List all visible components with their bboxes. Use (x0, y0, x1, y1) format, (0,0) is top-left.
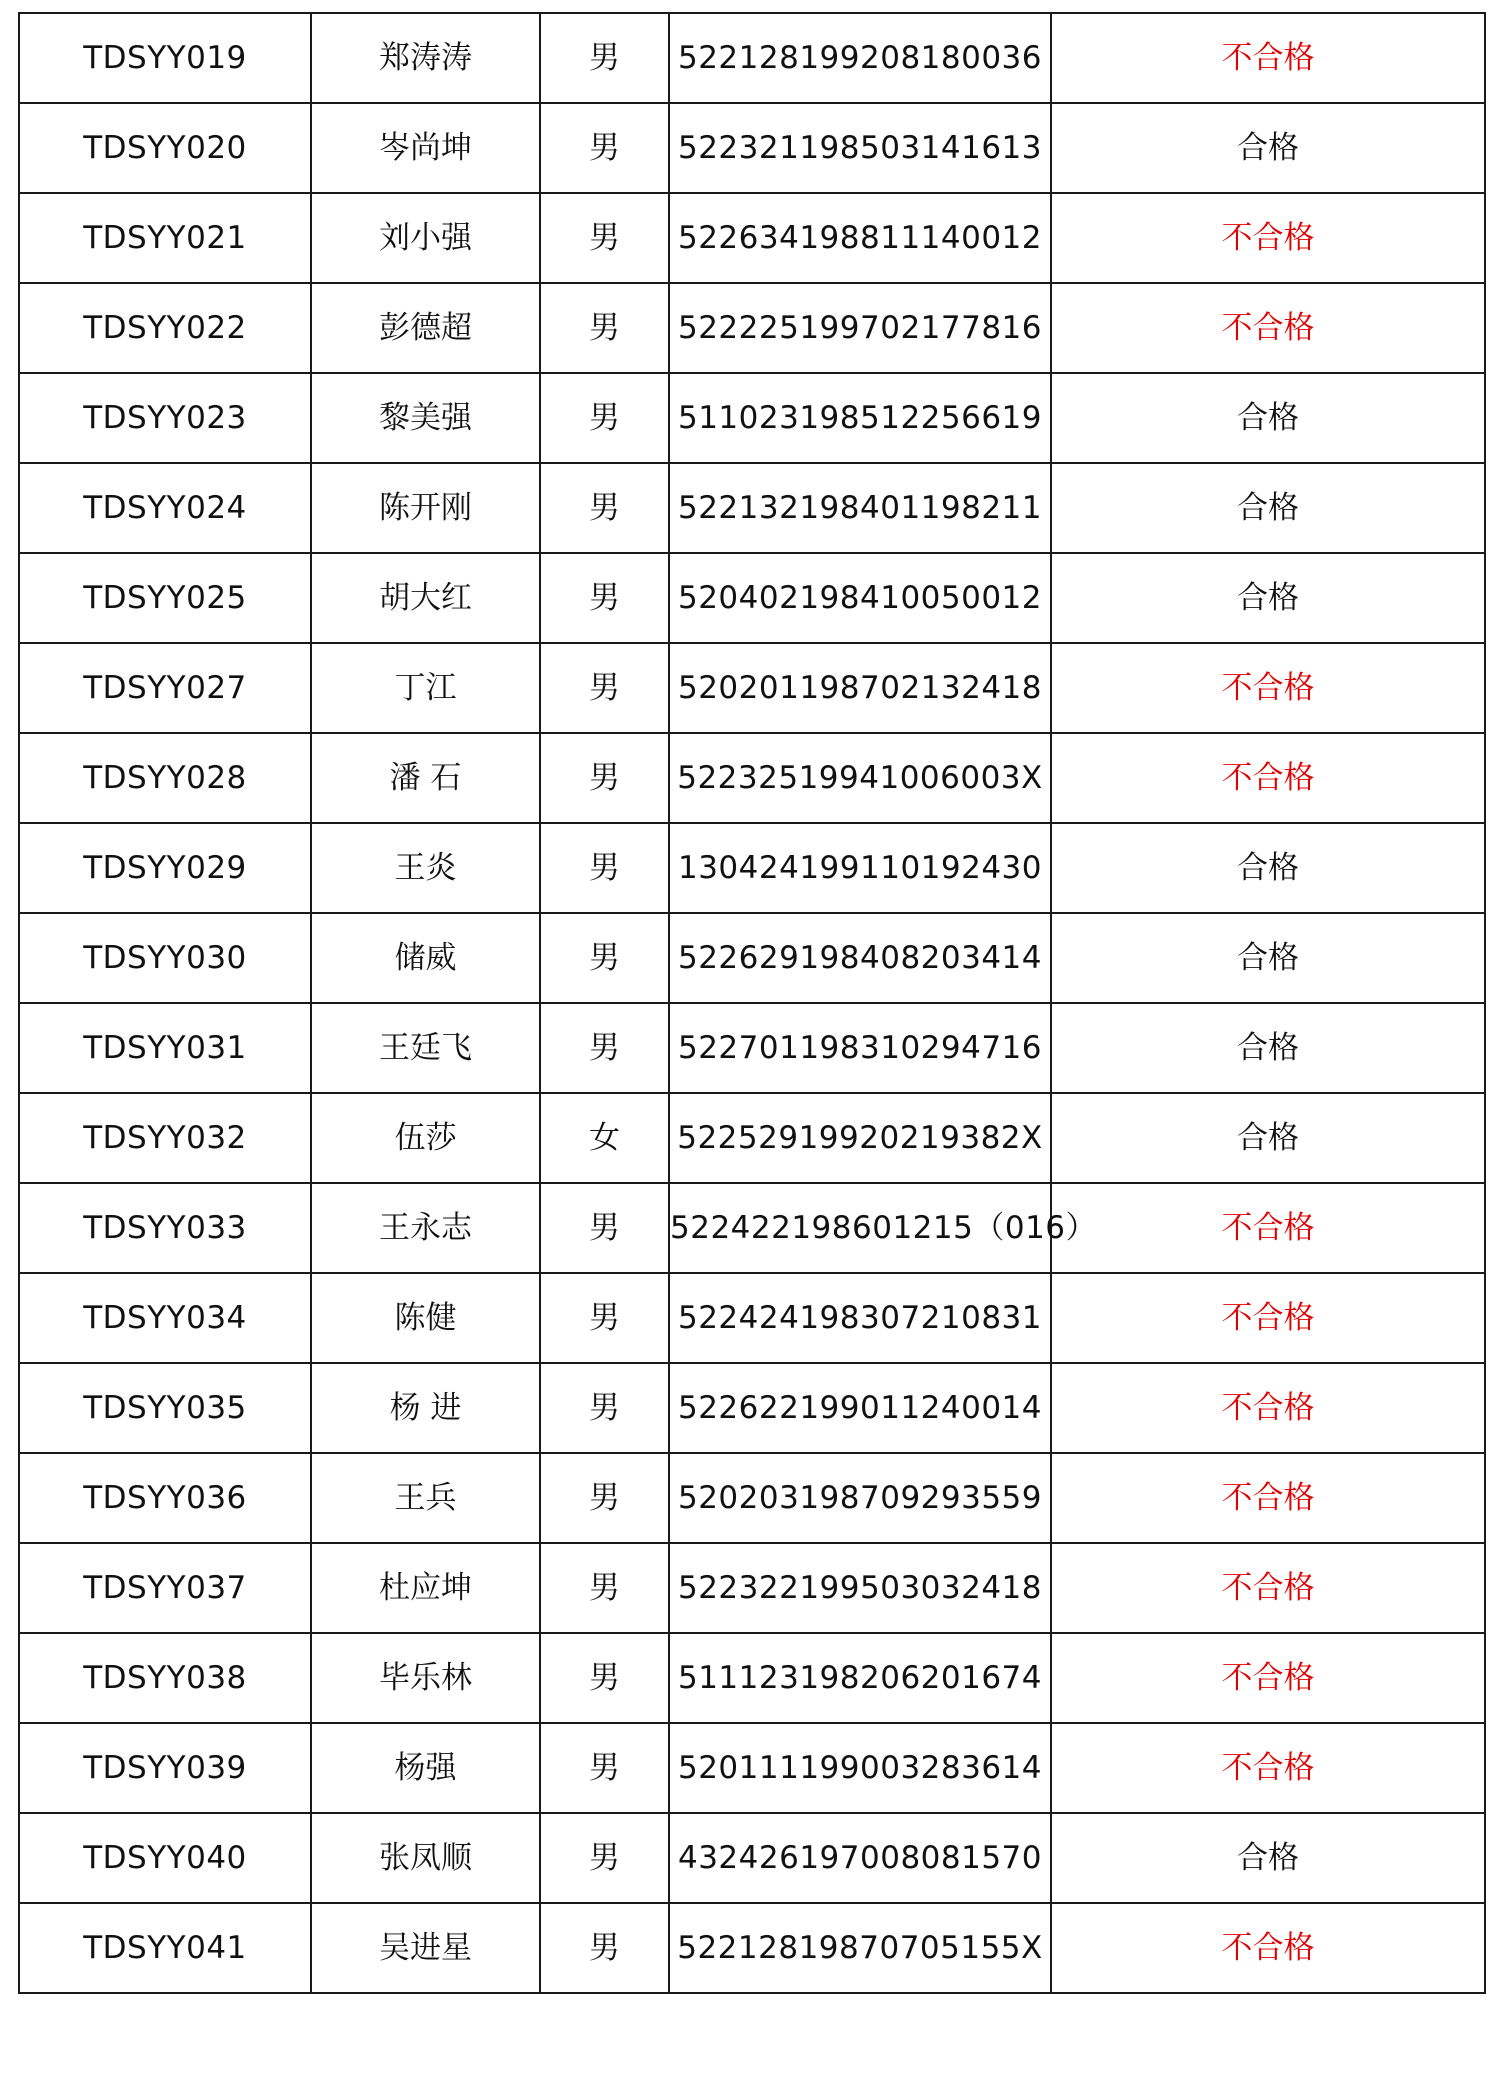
id-number-cell: 522422198601215（016） (669, 1183, 1051, 1273)
table-row (19, 103, 1485, 193)
table-row (19, 283, 1485, 373)
result-cell: 合格 (1051, 463, 1485, 553)
candidate-sex-cell: 男 (540, 13, 669, 103)
table-row (19, 193, 1485, 283)
candidate-id-cell: TDSYY035 (19, 1363, 311, 1453)
candidate-id-cell: TDSYY027 (19, 643, 311, 733)
candidate-sex-cell: 男 (540, 1903, 669, 1993)
candidate-sex-cell: 男 (540, 283, 669, 373)
candidate-name-cell: 吴进星 (311, 1903, 540, 1993)
candidate-name-cell: 毕乐林 (311, 1633, 540, 1723)
result-cell: 合格 (1051, 553, 1485, 643)
result-cell: 不合格 (1051, 13, 1485, 103)
table-row (19, 1183, 1485, 1273)
candidate-name-cell: 刘小强 (311, 193, 540, 283)
id-number-cell: 522321198503141613 (669, 103, 1051, 193)
id-number-cell: 522634198811140012 (669, 193, 1051, 283)
result-cell: 合格 (1051, 1093, 1485, 1183)
candidate-name-cell: 潘 石 (311, 733, 540, 823)
candidate-name-cell: 陈健 (311, 1273, 540, 1363)
candidate-name-cell: 岑尚坤 (311, 103, 540, 193)
candidate-sex-cell: 女 (540, 1093, 669, 1183)
result-cell: 不合格 (1051, 193, 1485, 283)
id-number-cell: 511123198206201674 (669, 1633, 1051, 1723)
table-row (19, 1363, 1485, 1453)
candidate-name-cell: 陈开刚 (311, 463, 540, 553)
result-cell: 不合格 (1051, 1273, 1485, 1363)
candidate-id-cell: TDSYY022 (19, 283, 311, 373)
candidate-name-cell: 黎美强 (311, 373, 540, 463)
candidate-id-cell: TDSYY038 (19, 1633, 311, 1723)
candidate-sex-cell: 男 (540, 913, 669, 1003)
candidate-name-cell: 杜应坤 (311, 1543, 540, 1633)
table-row (19, 463, 1485, 553)
table-row (19, 13, 1485, 103)
candidate-id-cell: TDSYY036 (19, 1453, 311, 1543)
candidate-name-cell: 丁江 (311, 643, 540, 733)
result-cell: 不合格 (1051, 1183, 1485, 1273)
table-row (19, 733, 1485, 823)
id-number-cell: 522701198310294716 (669, 1003, 1051, 1093)
candidate-name-cell: 胡大红 (311, 553, 540, 643)
result-cell: 合格 (1051, 1003, 1485, 1093)
candidate-name-cell: 杨 进 (311, 1363, 540, 1453)
table-row (19, 823, 1485, 913)
candidate-id-cell: TDSYY020 (19, 103, 311, 193)
result-cell: 合格 (1051, 373, 1485, 463)
result-cell: 合格 (1051, 103, 1485, 193)
result-cell: 不合格 (1051, 1633, 1485, 1723)
candidate-id-cell: TDSYY034 (19, 1273, 311, 1363)
candidate-id-cell: TDSYY025 (19, 553, 311, 643)
candidate-id-cell: TDSYY023 (19, 373, 311, 463)
id-number-cell: 522128199208180036 (669, 13, 1051, 103)
result-cell: 不合格 (1051, 1543, 1485, 1633)
candidate-sex-cell: 男 (540, 1183, 669, 1273)
candidate-name-cell: 王炎 (311, 823, 540, 913)
result-cell: 不合格 (1051, 1903, 1485, 1993)
table-row (19, 1453, 1485, 1543)
candidate-sex-cell: 男 (540, 643, 669, 733)
candidate-sex-cell: 男 (540, 823, 669, 913)
candidate-id-cell: TDSYY019 (19, 13, 311, 103)
table-row (19, 553, 1485, 643)
table-row (19, 1633, 1485, 1723)
candidate-name-cell: 王廷飞 (311, 1003, 540, 1093)
id-number-cell: 52252919920219382X (669, 1093, 1051, 1183)
candidate-sex-cell: 男 (540, 463, 669, 553)
table-row (19, 1273, 1485, 1363)
candidate-sex-cell: 男 (540, 1003, 669, 1093)
candidate-sex-cell: 男 (540, 193, 669, 283)
table-row (19, 1003, 1485, 1093)
candidate-sex-cell: 男 (540, 373, 669, 463)
result-cell: 不合格 (1051, 1453, 1485, 1543)
id-number-cell: 52212819870705155X (669, 1903, 1051, 1993)
candidate-sex-cell: 男 (540, 1723, 669, 1813)
id-number-cell: 522629198408203414 (669, 913, 1051, 1003)
result-cell: 合格 (1051, 913, 1485, 1003)
candidate-id-cell: TDSYY041 (19, 1903, 311, 1993)
candidate-name-cell: 伍莎 (311, 1093, 540, 1183)
table-row (19, 1543, 1485, 1633)
candidate-sex-cell: 男 (540, 103, 669, 193)
id-number-cell: 520402198410050012 (669, 553, 1051, 643)
candidate-name-cell: 王兵 (311, 1453, 540, 1543)
results-table (18, 12, 1486, 1994)
table-row (19, 373, 1485, 463)
candidate-id-cell: TDSYY030 (19, 913, 311, 1003)
candidate-name-cell: 彭德超 (311, 283, 540, 373)
results-table-body (19, 13, 1485, 1993)
candidate-id-cell: TDSYY028 (19, 733, 311, 823)
candidate-sex-cell: 男 (540, 1813, 669, 1903)
id-number-cell: 520201198702132418 (669, 643, 1051, 733)
candidate-id-cell: TDSYY033 (19, 1183, 311, 1273)
candidate-sex-cell: 男 (540, 1363, 669, 1453)
candidate-id-cell: TDSYY039 (19, 1723, 311, 1813)
result-cell: 不合格 (1051, 1723, 1485, 1813)
candidate-name-cell: 储威 (311, 913, 540, 1003)
id-number-cell: 130424199110192430 (669, 823, 1051, 913)
candidate-sex-cell: 男 (540, 1453, 669, 1543)
result-cell: 合格 (1051, 1813, 1485, 1903)
candidate-id-cell: TDSYY024 (19, 463, 311, 553)
candidate-id-cell: TDSYY040 (19, 1813, 311, 1903)
candidate-sex-cell: 男 (540, 1273, 669, 1363)
result-cell: 合格 (1051, 823, 1485, 913)
candidate-sex-cell: 男 (540, 733, 669, 823)
candidate-id-cell: TDSYY021 (19, 193, 311, 283)
table-row (19, 1093, 1485, 1183)
id-number-cell: 522225199702177816 (669, 283, 1051, 373)
table-row (19, 1903, 1485, 1993)
id-number-cell: 522132198401198211 (669, 463, 1051, 553)
id-number-cell: 520203198709293559 (669, 1453, 1051, 1543)
candidate-id-cell: TDSYY031 (19, 1003, 311, 1093)
id-number-cell: 522322199503032418 (669, 1543, 1051, 1633)
candidate-name-cell: 王永志 (311, 1183, 540, 1273)
id-number-cell: 52232519941006003X (669, 733, 1051, 823)
id-number-cell: 522622199011240014 (669, 1363, 1051, 1453)
candidate-id-cell: TDSYY037 (19, 1543, 311, 1633)
table-row (19, 1723, 1485, 1813)
result-cell: 不合格 (1051, 643, 1485, 733)
candidate-name-cell: 郑涛涛 (311, 13, 540, 103)
result-cell: 不合格 (1051, 733, 1485, 823)
result-cell: 不合格 (1051, 283, 1485, 373)
candidate-id-cell: TDSYY032 (19, 1093, 311, 1183)
id-number-cell: 432426197008081570 (669, 1813, 1051, 1903)
table-row (19, 1813, 1485, 1903)
table-row (19, 913, 1485, 1003)
candidate-sex-cell: 男 (540, 553, 669, 643)
candidate-sex-cell: 男 (540, 1543, 669, 1633)
candidate-id-cell: TDSYY029 (19, 823, 311, 913)
id-number-cell: 520111199003283614 (669, 1723, 1051, 1813)
candidate-name-cell: 张凤顺 (311, 1813, 540, 1903)
id-number-cell: 522424198307210831 (669, 1273, 1051, 1363)
candidate-sex-cell: 男 (540, 1633, 669, 1723)
result-cell: 不合格 (1051, 1363, 1485, 1453)
id-number-cell: 511023198512256619 (669, 373, 1051, 463)
table-row (19, 643, 1485, 733)
candidate-name-cell: 杨强 (311, 1723, 540, 1813)
